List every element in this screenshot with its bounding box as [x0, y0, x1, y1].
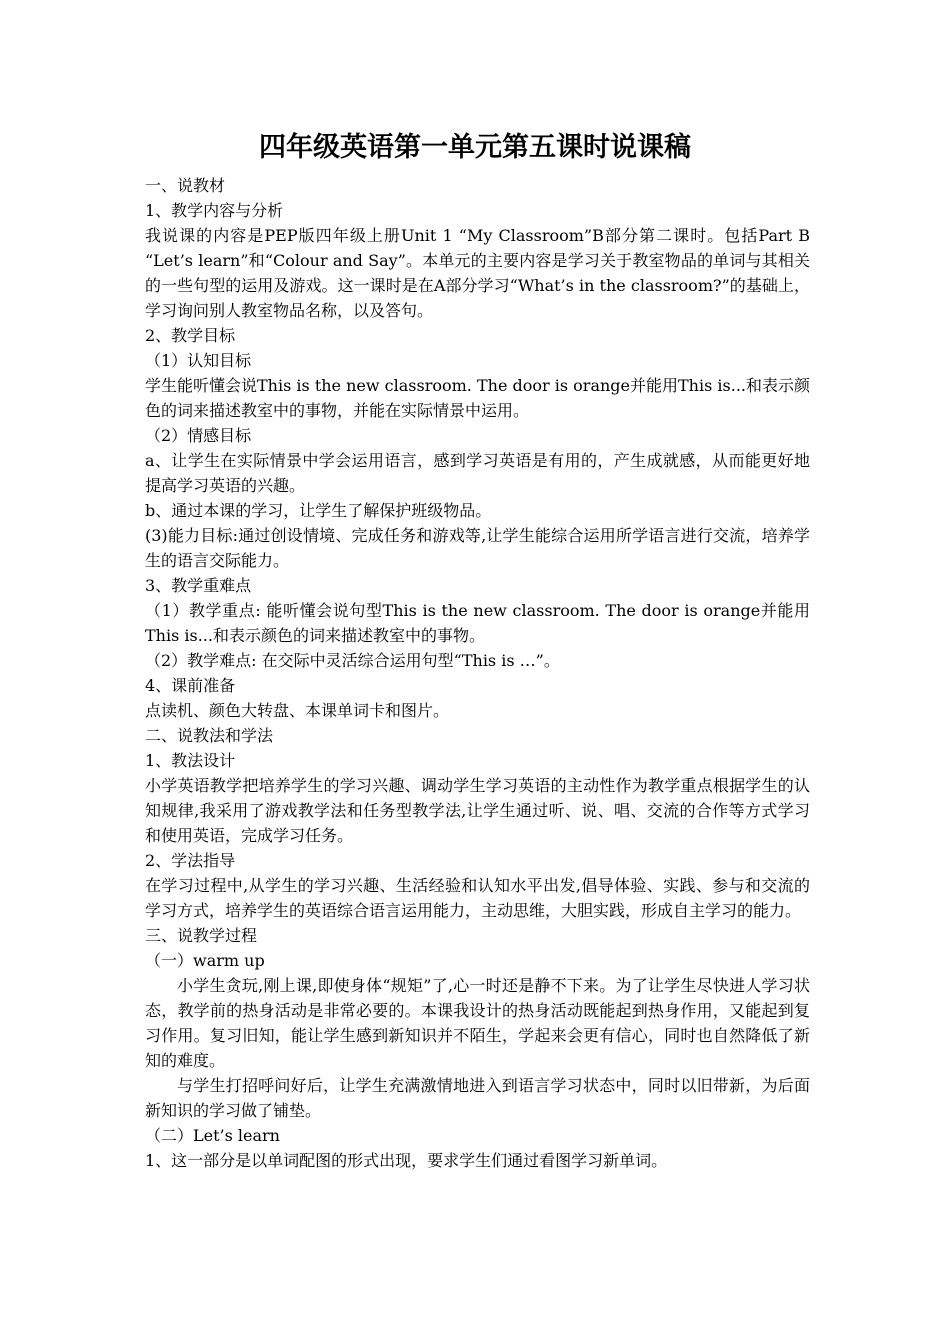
paragraph: （2）情感目标	[145, 426, 252, 445]
paragraph: 1、这一部分是以单词配图的形式出现，要求学生们通过看图学习新单词。	[145, 1151, 668, 1170]
paragraph: 一、说教材	[145, 176, 226, 195]
paragraph: 我说课的内容是PEP版四年级上册Unit 1 “My Classroom”B部分第二课时。包括Part B “Let’s learn”和“Colour and Say”。本单元的主要内容是学习关于教室物品的单词与其相关的一些句型的运用及游戏。这一课时是在A部分学习“What’s in the classroom?”的基础上，学习询问别人教室物品名称，以及答句。	[145, 226, 816, 320]
document-title: 四年级英语第一单元第五课时说课稿	[259, 132, 691, 163]
paragraph: （1）教学重点: 能听懂会说句型This is the new classroom. The door is orange并能用This is...和表示颜色的词来描述教室中的事物。	[145, 601, 810, 645]
document-body	[145, 173, 816, 1173]
paragraph: 2、教学目标	[145, 326, 236, 345]
paragraph: 点读机、颜色大转盘、本课单词卡和图片。	[145, 701, 450, 720]
paragraph: 小学英语教学把培养学生的学习兴趣、调动学生学习英语的主动性作为教学重点根据学生的认知规律,我采用了游戏教学法和任务型教学法,让学生通过听、说、唱、交流的合作等方式学习和使用英语，完成学习任务。	[145, 776, 810, 845]
paragraph: 小学生贪玩,刚上课,即使身体“规矩”了,心一时还是静不下来。为了让学生尽快进人学习状态，教学前的热身活动是非常必要的。本课我设计的热身活动既能起到热身作用，又能起到复习作用。复习旧知，能让学生感到新知识并不陌生，学起来会更有信心，同时也自然降低了新知的难度。	[145, 976, 810, 1070]
paragraph: (3)能力目标:通过创设情境、完成任务和游戏等,让学生能综合运用所学语言进行交流，培养学生的语言交际能力。	[145, 526, 810, 570]
paragraph: 3、教学重难点	[145, 576, 252, 595]
paragraph: 2、学法指导	[145, 851, 236, 870]
paragraph: 4、课前准备	[145, 676, 236, 695]
paragraph: 1、教学内容与分析	[145, 201, 284, 220]
paragraph: 二、说教法和学法	[145, 726, 274, 745]
paragraph: a、让学生在实际情景中学会运用语言，感到学习英语是有用的，产生成就感，从而能更好地提高学习英语的兴趣。	[145, 451, 810, 495]
paragraph: （一）warm up	[145, 951, 265, 970]
paragraph: （2）教学难点: 在交际中灵活综合运用句型“This is …”。	[145, 651, 560, 670]
paragraph: （二）Let’s learn	[145, 1126, 280, 1145]
paragraph: 学生能听懂会说This is the new classroom. The door is orange并能用This is...和表示颜色的词来描述教室中的事物，并能在实际情景中运用。	[145, 376, 810, 420]
paragraph: 与学生打招呼问好后，让学生充满激情地进入到语言学习状态中，同时以旧带新，为后面新知识的学习做了铺垫。	[145, 1076, 810, 1120]
paragraph: 三、说教学过程	[145, 926, 258, 945]
paragraph: b、通过本课的学习，让学生了解保护班级物品。	[145, 501, 492, 520]
paragraph: 1、教法设计	[145, 751, 236, 770]
paragraph: 在学习过程中,从学生的学习兴趣、生活经验和认知水平出发,倡导体验、实践、参与和交流的学习方式，培养学生的英语综合语言运用能力，主动思维，大胆实践，形成自主学习的能力。	[145, 876, 810, 920]
paragraph: （1）认知目标	[145, 351, 252, 370]
